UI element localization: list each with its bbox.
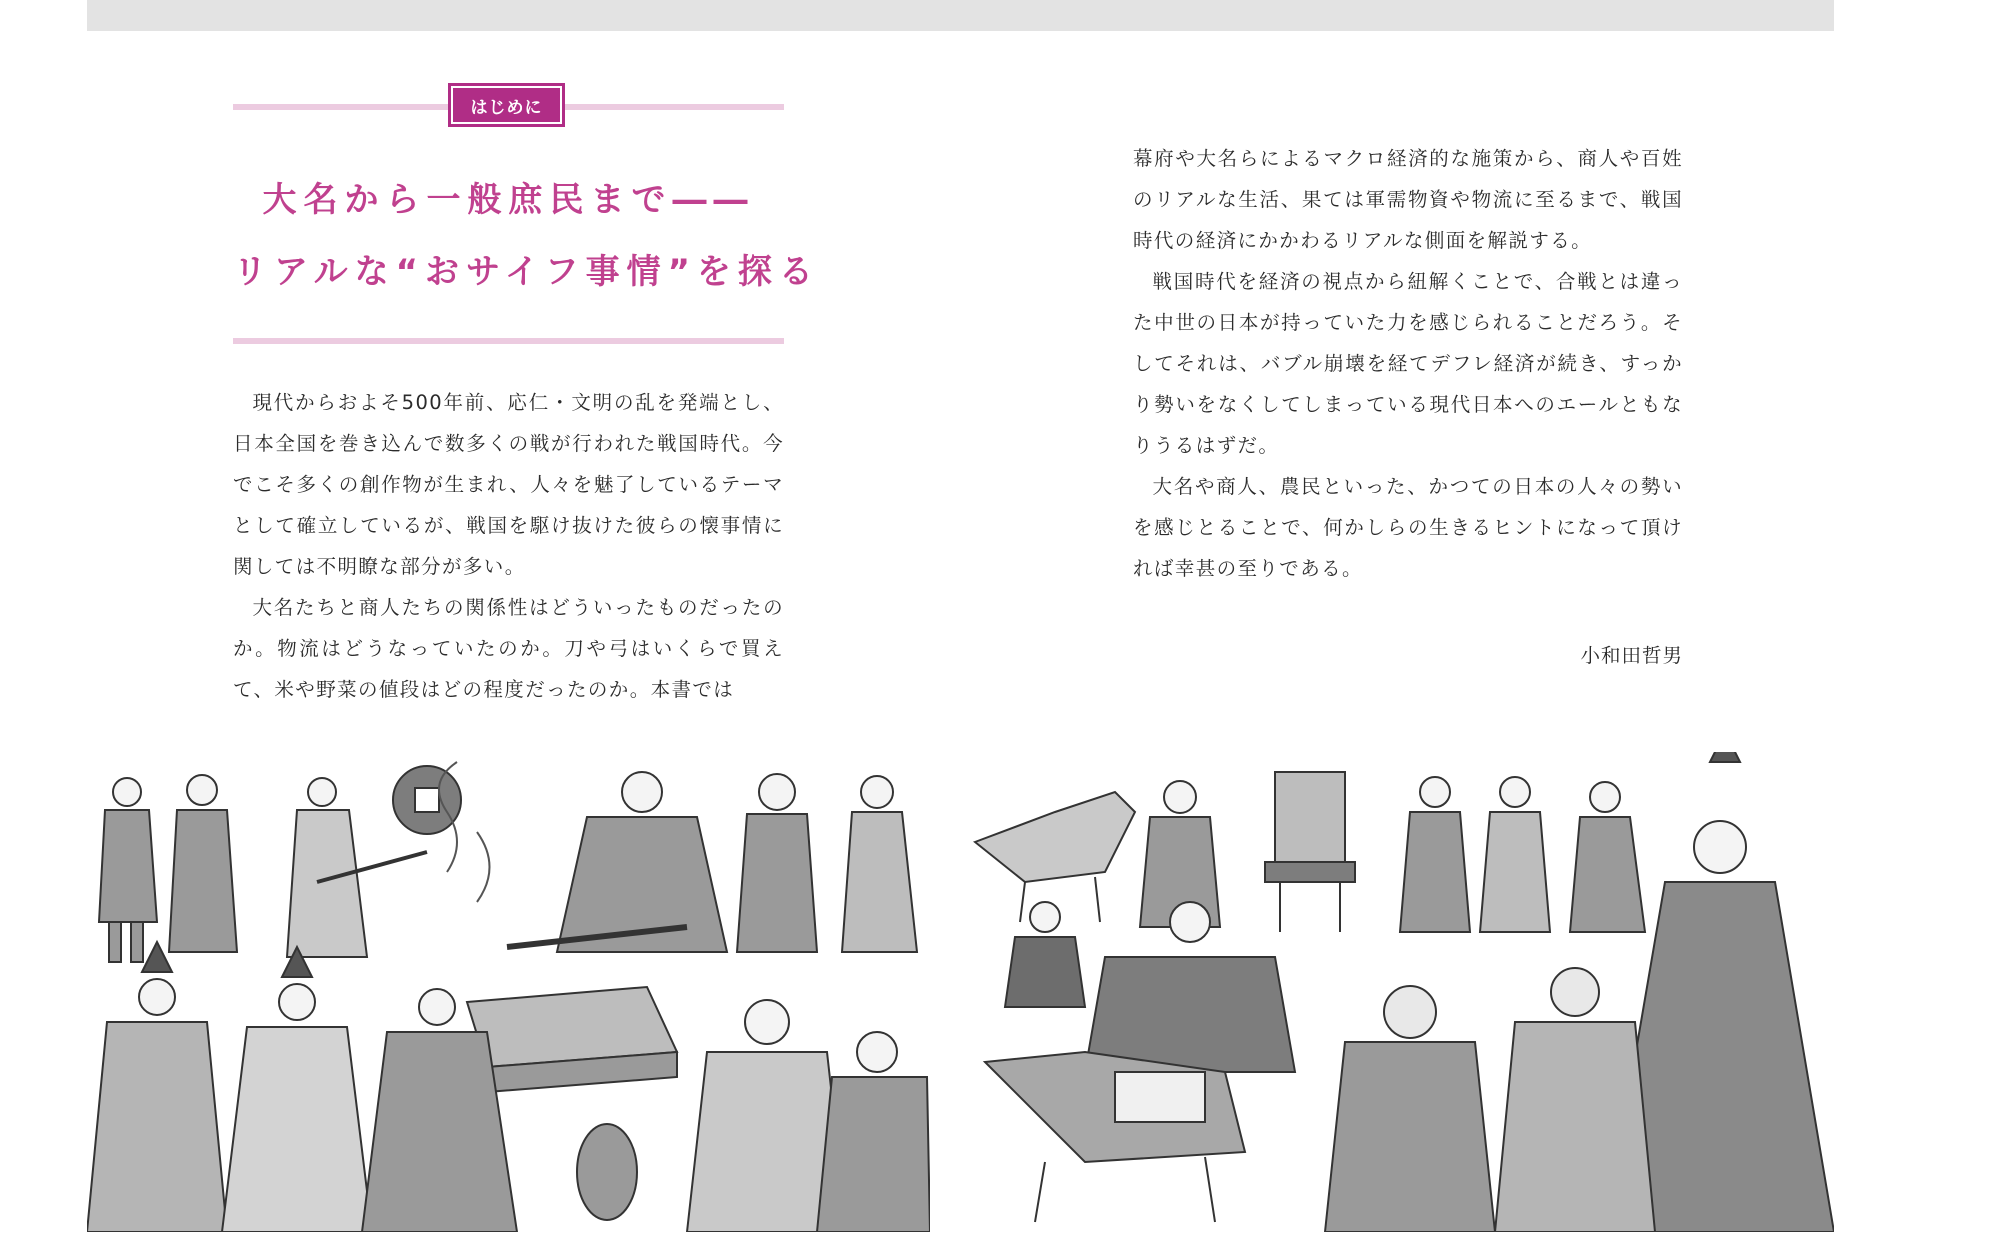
right-paragraph-1: 幕府や大名らによるマクロ経済的な施策から、商人や百姓のリアルな生活、果ては軍需物資や物流に至るまで、戦国時代の経済にかかわるリアルな側面を解説する。	[1133, 147, 1683, 252]
craftsman-figure	[507, 772, 727, 952]
left-column-text	[233, 382, 784, 712]
left-paragraph-1: 現代からおよそ500年前、応仁・文明の乱を発端とし、日本全国を巻き込んで数多くの戦が行われた戦国時代。今でこそ多くの創作物が生まれ、人々を魅了しているテーマとして確立しているが、戦国を駆け抜けた彼らの懐事情に関しては不明瞭な部分が多い。	[233, 391, 784, 578]
noble-figure-2	[222, 947, 372, 1232]
left-paragraph-2: 大名たちと商人たちの関係性はどういったものだったのか。物流はどうなっていたのか。刀や弓はいくらで買えて、米や野菜の値段はどの程度だったのか。本書では	[233, 596, 784, 701]
title-line-1: 大名から一般庶民まで――	[262, 180, 755, 220]
daimyo-figure	[1085, 902, 1295, 1072]
samurai-figure-2	[169, 775, 237, 952]
peasant-figure-2	[842, 776, 917, 952]
right-paragraph-3: 大名や商人、農民といった、かつての日本の人々の勢いを感じとることで、何かしらの生きるヒントになって頂ければ幸甚の至りである。	[1133, 475, 1683, 580]
organ-instrument-icon	[1265, 772, 1355, 932]
kneeling-figure	[1005, 902, 1085, 1007]
right-paragraph-2: 戦国時代を経済の視点から紐解くことで、合戦とは違った中世の日本が持っていた力を感じられることだろう。そしてそれは、バブル崩壊を経てデフレ経済が続き、すっかり勢いをなくしてしまっている現代日本へのエールともなりうるはずだ。	[1133, 270, 1683, 457]
title-line-2: リアルな“おサイフ事情”を探る	[233, 252, 820, 292]
coin-icon	[393, 766, 461, 834]
intro-badge	[448, 83, 565, 127]
horse-icon-1	[975, 792, 1135, 922]
monk-figures	[1325, 968, 1655, 1232]
right-column-text	[1133, 138, 1683, 589]
merchant-figure-2	[817, 1032, 930, 1232]
samurai-figure-1	[99, 778, 157, 962]
top-band	[87, 0, 1834, 31]
noble-figure-1	[87, 942, 227, 1232]
peasant-figure-1	[737, 774, 817, 952]
ingot-block-icon	[467, 987, 677, 1092]
horse-icon-2	[985, 1052, 1245, 1222]
header-rule-bottom	[233, 338, 784, 344]
sengoku-people-illustration-right-icon	[965, 752, 1834, 1232]
samurai-group-figures	[1400, 777, 1645, 932]
author-name: 小和田哲男	[1580, 644, 1683, 667]
intro-badge-label: はじめに	[453, 88, 560, 122]
sengoku-people-illustration-left-icon	[87, 752, 930, 1232]
oval-coin-icon	[577, 1124, 637, 1220]
